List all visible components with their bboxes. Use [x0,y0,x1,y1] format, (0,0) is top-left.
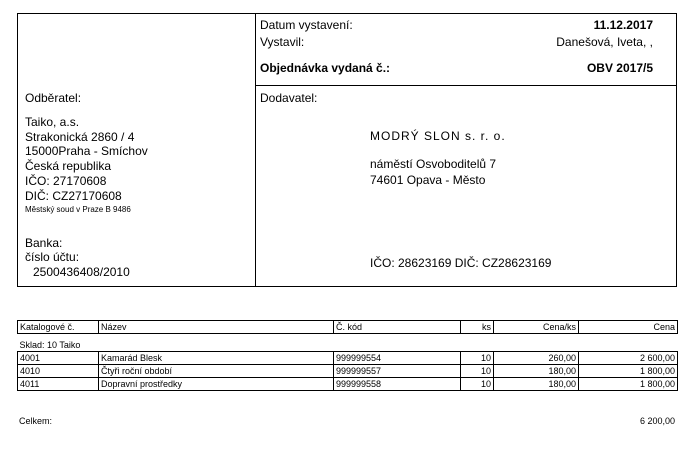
customer-heading: Odběratel: [25,91,82,105]
bank-label: Banka: [25,236,63,250]
cell-price: 1 800,00 [579,378,678,391]
cell-catalog: 4011 [18,378,99,391]
order-number-value: OBV 2017/5 [586,61,653,75]
order-number-label: Objednávka vydaná č.: [260,61,391,75]
table-header-row [18,321,678,334]
cell-qty: 10 [461,378,494,391]
column-header-catalog: Katalogové č. [18,321,99,334]
table-row [18,352,678,365]
customer-country: Česká republika [25,159,112,173]
customer-ico: IČO: 27170608 [25,174,107,188]
cell-catalog: 4010 [18,365,99,378]
column-divider [255,13,256,287]
table-row [18,365,678,378]
cell-qty: 10 [461,352,494,365]
cell-catalog: 4001 [18,352,99,365]
header-divider-right [255,85,677,86]
customer-court-registration: Městský soud v Praze B 9486 [25,205,131,214]
supplier-name: MODRÝ SLON s. r. o. [370,129,506,143]
account-label: číslo účtu: [25,250,80,264]
date-label: Datum vystavení: [260,18,353,32]
total-value: 6 200,00 [639,416,675,426]
cell-unit-price: 180,00 [494,378,579,391]
supplier-city: 74601 Opava - Město [370,173,486,187]
cell-price: 1 800,00 [579,365,678,378]
items-table [17,320,678,391]
customer-street: Strakonická 2860 / 4 [25,130,135,144]
customer-dic: DIČ: CZ27170608 [25,189,122,203]
supplier-street: náměstí Osvoboditelů 7 [370,157,497,171]
cell-name: Čtyři roční období [99,365,334,378]
cell-name: Kamarád Blesk [99,352,334,365]
supplier-ids: IČO: 28623169 DIČ: CZ28623169 [370,256,552,270]
issued-by-label: Vystavil: [260,35,305,49]
cell-code: 999999558 [334,378,461,391]
table-row [18,378,678,391]
cell-unit-price: 260,00 [494,352,579,365]
cell-unit-price: 180,00 [494,365,579,378]
column-header-qty: ks [461,321,494,334]
account-value: 2500436408/2010 [33,265,130,279]
warehouse-row [18,334,678,352]
column-header-price: Cena [579,321,678,334]
cell-price: 2 600,00 [579,352,678,365]
cell-qty: 10 [461,365,494,378]
cell-code: 999999554 [334,352,461,365]
supplier-heading: Dodavatel: [260,91,318,105]
customer-name: Taiko, a.s. [25,115,80,129]
column-header-name: Název [99,321,334,334]
column-header-code: Č. kód [334,321,461,334]
customer-city: 15000Praha - Smíchov [25,144,148,158]
column-header-unit-price: Cena/ks [494,321,579,334]
warehouse-label: Sklad: 10 Taiko [19,339,81,350]
issued-by-value: Danešová, Iveta, , [556,35,653,49]
cell-name: Dopravní prostředky [99,378,334,391]
total-label: Celkem: [19,416,53,426]
cell-code: 999999557 [334,365,461,378]
date-value: 11.12.2017 [593,18,653,32]
